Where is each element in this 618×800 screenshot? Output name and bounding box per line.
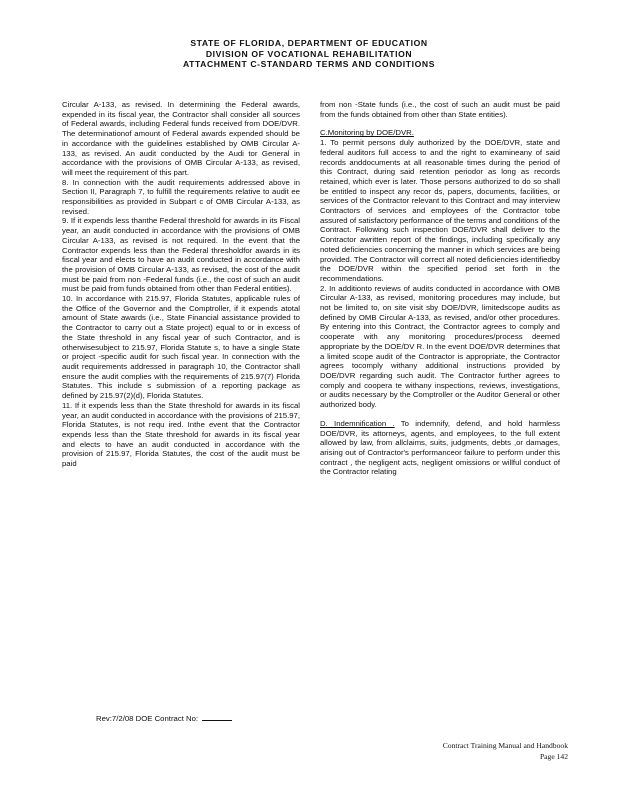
paragraph-state-funds-continuation: from non -State funds (i.e., the cost of such an audit must be paid from the funds obtained from other than State entities). — [320, 100, 560, 119]
paragraph-10: 10. In accordance with 215.97, Florida Statutes, applicable rules of the Office of the Governor and the Comptroller, if it expends atotal amount of State awards (i.e., State Financial assistance provided to the Contractor to carry out a State project) equal to or in excess of the State threshold in any fiscal year of such Contractor, and is otherwisesubject to 215.97, Florida Statute s, to have a single State or project -specific audit for such fiscal year. In connection with the audit requirements addressed in paragraph 10, the Contractor shall ensure the audit complies with the requirements of 215.97(7) Florida Statutes. This include s submission of a reporting package as defined by 215.97(2)(d), Florida Statutes. — [62, 294, 300, 401]
section-c-heading: C.Monitoring by DOE/DVR. — [320, 128, 414, 138]
section-d-paragraph — [320, 419, 560, 477]
paragraph-circular-continuation: Circular A-133, as revised. In determining the Federal awards, expended in its fiscal year, the Contractor shall consider all sources of Federal awards, including Federal funds received from DOE/DVR. The determinationof amount of Federal awards expended should be in accordance with the guidelines established by OMB Circular A-133, as revised. An audit conducted by the Audi tor General in accordance with the provisions of OMB Circular A-133, as revised, will meet the requirement of this part. — [62, 100, 300, 177]
paragraph-11: 11. If it expends less than the State threshold for awards in its fiscal year, an audit conducted in accordance with the provisions of 215.97, Florida Statutes, is not requ ired. Inthe event that the Contractor expends less than the State threshold for awards in its fiscal year and elects to have an audit conducted in accordance with the provision of 215.97, Florida Statutes, the cost of the audit must be paid — [62, 400, 300, 469]
monitoring-paragraph-2: 2. In additionto reviews of audits conducted in accordance with OMB Circular A-133, as revised, monitoring procedures may include, but not be limited to, on site visit sby DOE/DVR, limitedscope audits as defined by OMB Circular A-133, as revised, and/or other procedures. By entering into this Contract, the Contractor agrees to comply and cooperate with any monitoring procedures/process deemed appropriate by the DOE/DV R. In the event DOE/DVR determines that a limited scope audit of the Contractor is appropriate, the Contractor agrees tocomply withany additional instructions provided by DOE/DVR regarding such audit. The Contractor further agrees to comply and coopera te withany inspections, reviews, investigations, or audits necessary by the Comptroller or the Auditor General or other authorized body. — [320, 283, 560, 410]
revision-label: Rev:7/2/08 DOE Contract No: — [96, 714, 199, 723]
footer-manual-title: Contract Training Manual and Handbook — [442, 741, 568, 750]
section-d-heading: D. Indemnification . — [320, 418, 395, 428]
page-footer — [443, 741, 568, 762]
paragraph-8: 8. In connection with the audit requirements addressed above in Section II, Paragraph 7, to fulfill the requirements relative to audit ee responsibilities as provided in Subpart c of OMB Circular A-133, as revised. — [62, 177, 300, 216]
paragraph-9: 9. If it expends less thanthe Federal threshold for awards in its Fiscal year, an audit conducted in accordance with the provisions of OMB Circular A-133, as revised is not required. In the event that the Contractor expends less than the Federal thresholdfor awards in its fiscal year and elects to have an audit conducted in accordance with the provision of OMB Circular A-133, as revised, the cost of the audit must be paid from non -Federal funds (i.e., the cost of such an audit must be paid from funds obtained from other than Federal entities). — [62, 216, 300, 294]
indemnification-text: To indemnify, defend, and hold harmless DOE/DVR, its attorneys, agents, and employees, to the full extent allowed by law, from allclaims, suits, judgments, debts ,or damages, arising out of Contractor's performanceor failure to perform under this contract , the negligent acts, negligent omissions or willful conduct of the Contractor relating — [320, 418, 560, 477]
monitoring-paragraph-1: 1. To permit persons duly authorized by the DOE/DVR, state and federal auditors full access to and the right to examineany of said records anddocuments at all reasonable times during the period of this Contract, during said retention periodor as long as records retained, which ever is later. Those persons authorized to do so shall be entitled to inspect any recor ds, papers, documents, facilities, or services of the Contractor relevant to this Contract and may interview Contractors of services and employees of the Contractor tobe assured of satisfactory performance of the terms and conditions of the Contract. Following such inspection DOE/DVR shall deliver to the Contractor awritten report of the findings, including specifically any noted deficiencies concerning the manner in which services are being provided. The Contractor will correct all noted deficiencies identifiedby the DOE/DVR within the specified period set forth in the recommendations. — [320, 138, 560, 283]
header-line-2: DIVISION OF VOCATIONAL REHABILITATION — [205, 48, 413, 59]
footer-page-number: Page 142 — [539, 751, 568, 761]
revision-line — [96, 712, 232, 723]
header-line-3: ATTACHMENT C-STANDARD TERMS AND CONDITIONS — [182, 59, 436, 70]
left-column — [62, 100, 300, 469]
contract-number-blank — [202, 712, 232, 721]
right-column — [320, 100, 560, 477]
header-line-1: STATE OF FLORIDA, DEPARTMENT OF EDUCATION — [190, 38, 428, 48]
document-header — [0, 38, 618, 70]
